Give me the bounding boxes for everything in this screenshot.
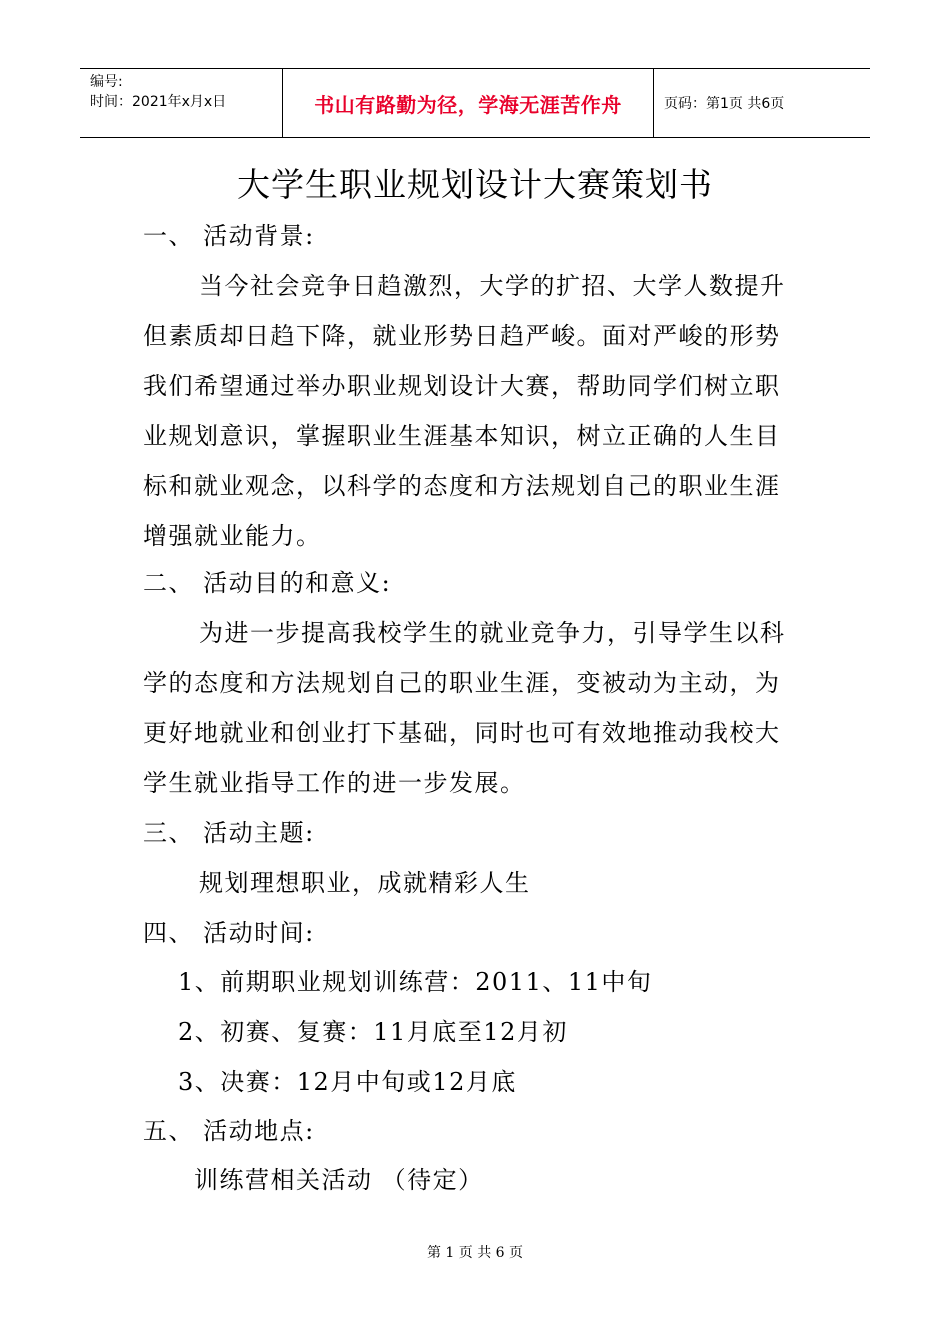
header-page-cell <box>654 69 870 137</box>
section-1-line: 但素质却日趋下降，就业形势日趋严峻。面对严峻的形势 <box>143 322 781 350</box>
section-1-line: 当今社会竞争日趋激烈，大学的扩招、大学人数提升 <box>199 272 786 300</box>
section-4-heading: 四、 活动时间: <box>143 919 315 947</box>
section-2-line: 更好地就业和创业打下基础，同时也可有效地推动我校大 <box>143 719 781 747</box>
page-info: 页码：第1页 共6页 <box>664 96 785 112</box>
section-5-heading: 五、 活动地点: <box>143 1117 315 1145</box>
number-label: 编号: <box>90 74 123 90</box>
time-label: 时间：2021年x月x日 <box>90 94 227 110</box>
section-5-text: 训练营相关活动 （待定） <box>194 1166 484 1194</box>
document-header <box>80 68 870 138</box>
header-left-cell <box>80 69 282 137</box>
schedule-item: 2、初赛、复赛：11月底至12月初 <box>178 1018 568 1046</box>
section-1-line: 标和就业观念，以科学的态度和方法规划自己的职业生涯 <box>143 472 781 500</box>
section-2-line: 学的态度和方法规划自己的职业生涯，变被动为主动，为 <box>143 669 781 697</box>
section-2-line: 为进一步提高我校学生的就业竞争力，引导学生以科 <box>199 619 786 647</box>
document-title: 大学生职业规划设计大赛策划书 <box>237 165 713 204</box>
page-footer: 第 1 页 共 6 页 <box>426 1245 524 1261</box>
section-1-line: 业规划意识，掌握职业生涯基本知识，树立正确的人生目 <box>143 422 781 450</box>
motto-text: 书山有路勤为径，学海无涯苦作舟 <box>314 92 622 117</box>
header-motto-cell <box>282 69 654 137</box>
section-1-line: 增强就业能力。 <box>143 522 322 550</box>
section-3-heading: 三、 活动主题: <box>143 819 315 847</box>
schedule-item: 1、前期职业规划训练营：2011、11中旬 <box>178 968 653 996</box>
section-2-line: 学生就业指导工作的进一步发展。 <box>143 769 526 797</box>
schedule-item: 3、决赛：12月中旬或12月底 <box>178 1068 517 1096</box>
section-1-heading: 一、 活动背景: <box>143 222 315 250</box>
section-3-text: 规划理想职业，成就精彩人生 <box>199 869 531 897</box>
section-1-line: 我们希望通过举办职业规划设计大赛，帮助同学们树立职 <box>143 372 781 400</box>
section-2-heading: 二、 活动目的和意义: <box>143 569 392 597</box>
